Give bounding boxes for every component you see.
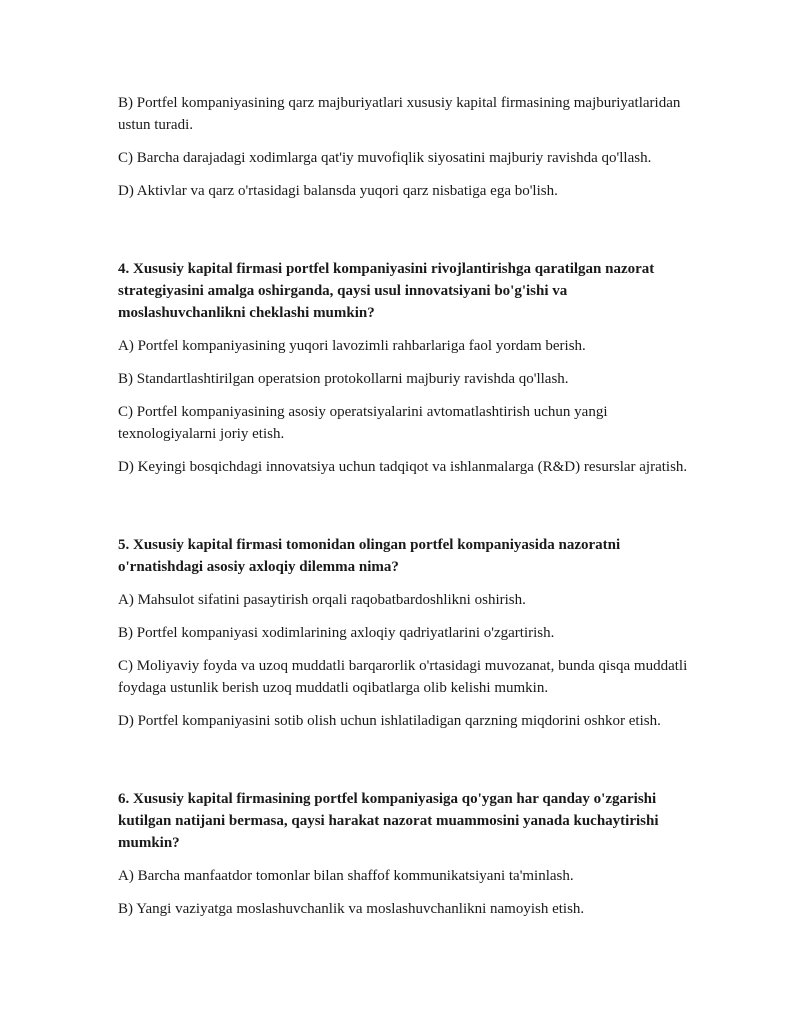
option-b: B) Portfel kompaniyasi xodimlarining axloqiy qadriyatlarini o'zgartirish.	[118, 625, 555, 641]
option-d: D) Aktivlar va qarz o'rtasidagi balansda yuqori qarz nisbatiga ega bo'lish.	[118, 183, 558, 199]
option-b: B) Yangi vaziyatga moslashuvchanlik va moslashuvchanlikni namoyish etish.	[118, 901, 585, 917]
question-5	[118, 534, 698, 732]
question-3-options	[118, 92, 698, 202]
question-6	[118, 788, 698, 920]
option-a: A) Portfel kompaniyasining yuqori lavozimli rahbarlariga faol yordam berish.	[118, 338, 586, 354]
question-4	[118, 258, 698, 478]
option-d: D) Keyingi bosqichdagi innovatsiya uchun tadqiqot va ishlanmalarga (R&D) resurslar ajratish.	[118, 459, 688, 475]
option-c: C) Moliyaviy foyda va uzoq muddatli barqarorlik o'rtasidagi muvozanat, bunda qisqa muddatli foydaga ustunlik berish uzoq muddatli oqibatlarga olib kelishi mumkin.	[118, 658, 688, 696]
option-b: B) Portfel kompaniyasining qarz majburiyatlari xususiy kapital firmasining majburiyatlaridan ustun turadi.	[118, 95, 681, 133]
option-c: C) Portfel kompaniyasining asosiy operatsiyalarini avtomatlashtirish uchun yangi texnologiyalarni joriy etish.	[118, 404, 608, 442]
question-6-text: 6. Xususiy kapital firmasining portfel kompaniyasiga qo'ygan har qanday o'zgarishi kutilgan natijani bermasa, qaysi harakat nazorat muammosini yanada kuchaytirishi mumkin?	[118, 791, 659, 851]
option-a: A) Barcha manfaatdor tomonlar bilan shaffof kommunikatsiyani ta'minlash.	[118, 868, 574, 884]
option-a: A) Mahsulot sifatini pasaytirish orqali raqobatbardoshlikni oshirish.	[118, 592, 526, 608]
option-b: B) Standartlashtirilgan operatsion protokollarni majburiy ravishda qo'llash.	[118, 371, 569, 387]
option-d: D) Portfel kompaniyasini sotib olish uchun ishlatiladigan qarzning miqdorini oshkor etish.	[118, 713, 661, 729]
option-c: C) Barcha darajadagi xodimlarga qat'iy muvofiqlik siyosatini majburiy ravishda qo'llash.	[118, 150, 652, 166]
question-4-text: 4. Xususiy kapital firmasi portfel kompaniyasini rivojlantirishga qaratilgan nazorat strategiyasini amalga oshirganda, qaysi usul innovatsiyani bo'g'ishi va moslashuvchanlikni cheklashi mumkin?	[118, 261, 655, 321]
question-5-text: 5. Xususiy kapital firmasi tomonidan olingan portfel kompaniyasida nazoratni o'rnatishdagi asosiy axloqiy dilemma nima?	[118, 537, 621, 575]
document-page	[118, 92, 698, 931]
